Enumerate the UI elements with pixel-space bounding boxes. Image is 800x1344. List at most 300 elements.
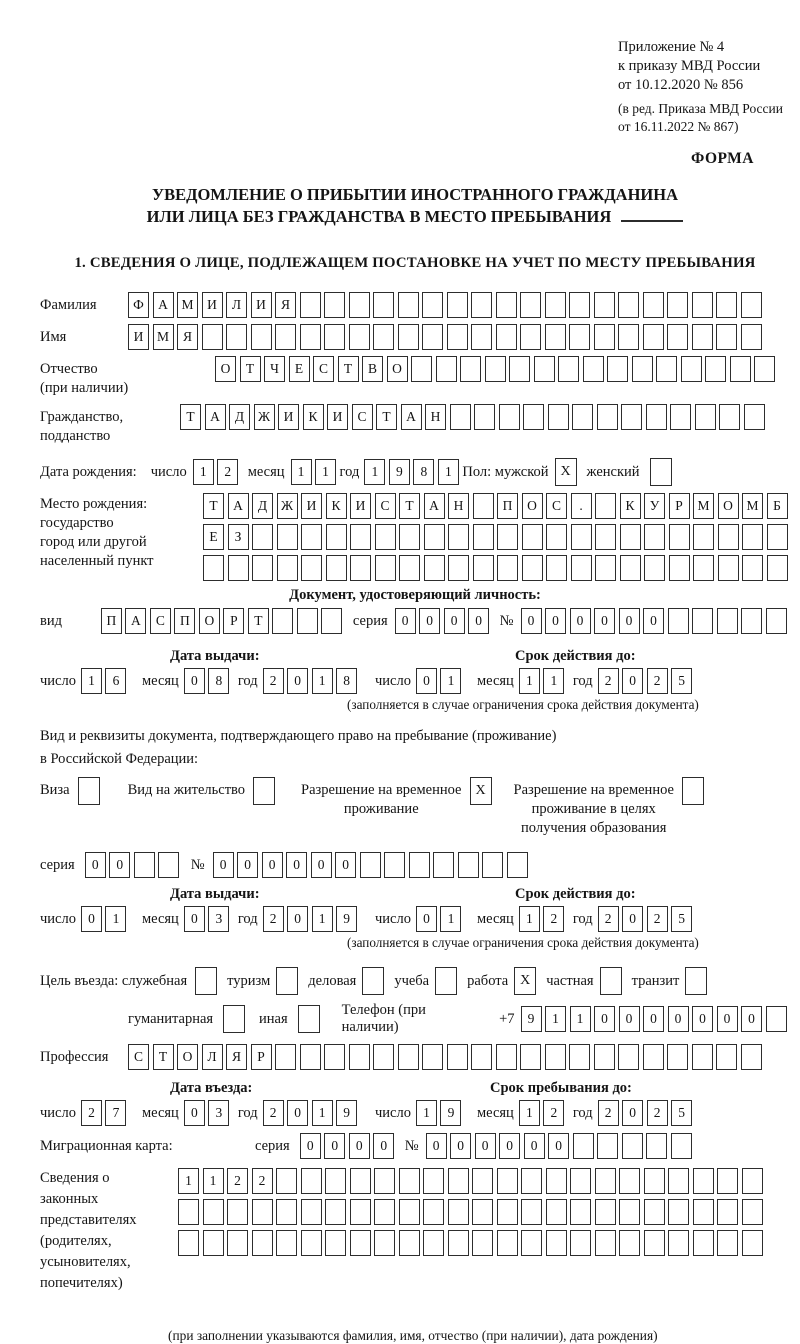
form-cell bbox=[643, 292, 664, 318]
form-cell bbox=[619, 1168, 640, 1194]
form-cell: П bbox=[101, 608, 122, 634]
issue-day-cells bbox=[81, 668, 130, 694]
form-cell: 1 bbox=[440, 906, 461, 932]
form-cell: 0 bbox=[416, 906, 437, 932]
entry-date-heading: Дата въезда: bbox=[170, 1080, 253, 1096]
form-cell: 0 bbox=[548, 1133, 569, 1159]
form-cell bbox=[301, 1199, 322, 1225]
form-cell: 8 bbox=[208, 668, 229, 694]
form-cell: 1 bbox=[519, 668, 540, 694]
form-cell: 0 bbox=[287, 906, 308, 932]
form-cell bbox=[350, 1168, 371, 1194]
form-cell: 0 bbox=[287, 668, 308, 694]
form-cell bbox=[569, 324, 590, 350]
mig-number-cells bbox=[426, 1133, 696, 1159]
form-cell: З bbox=[228, 524, 249, 550]
form-cell bbox=[656, 356, 677, 382]
form-cell: К bbox=[620, 493, 641, 519]
custodians-cells-row3 bbox=[178, 1230, 766, 1256]
form-cell: Н bbox=[425, 404, 446, 430]
form-cell bbox=[546, 524, 567, 550]
form-cell bbox=[669, 524, 690, 550]
form-cell bbox=[668, 1230, 689, 1256]
form-cell bbox=[276, 1230, 297, 1256]
form-cell bbox=[399, 1199, 420, 1225]
custodians-label bbox=[40, 1166, 178, 1344]
form-cell bbox=[350, 555, 371, 581]
form-cell bbox=[545, 1044, 566, 1070]
form-cell: О bbox=[522, 493, 543, 519]
form-cell: 9 bbox=[521, 1006, 542, 1032]
sex-label: Пол: мужской bbox=[462, 463, 549, 480]
form-cell: Т bbox=[338, 356, 359, 382]
form-cell bbox=[767, 524, 788, 550]
form-cell bbox=[632, 356, 653, 382]
form-cell: Ч bbox=[264, 356, 285, 382]
form-cell: М bbox=[177, 292, 198, 318]
purpose-business-checkbox bbox=[362, 967, 384, 995]
form-cell bbox=[178, 1199, 199, 1225]
form-cell bbox=[744, 404, 765, 430]
form-cell: 6 bbox=[105, 668, 126, 694]
checkbox-cell bbox=[650, 458, 672, 486]
form-cell: А bbox=[153, 292, 174, 318]
form-cell: 0 bbox=[570, 608, 591, 634]
form-cell bbox=[717, 1199, 738, 1225]
purpose-label: Цель въезда: служебная bbox=[40, 972, 188, 989]
form-cell: 0 bbox=[444, 608, 465, 634]
form-cell: 1 bbox=[440, 668, 461, 694]
purpose-study-checkbox bbox=[435, 967, 457, 995]
form-cell bbox=[695, 404, 716, 430]
form-cell bbox=[324, 324, 345, 350]
form-cell bbox=[474, 404, 495, 430]
temp-permit-label1: Разрешение на временное bbox=[301, 782, 462, 798]
form-cell bbox=[277, 555, 298, 581]
form-cell bbox=[643, 324, 664, 350]
citizenship-label: Гражданство, bbox=[40, 409, 124, 425]
custodians-label-line: Сведения о bbox=[40, 1170, 110, 1186]
form-cell: 7 bbox=[105, 1100, 126, 1126]
entry-stay-dates bbox=[40, 1080, 790, 1126]
form-cell bbox=[646, 404, 667, 430]
form-cell: 1 bbox=[315, 459, 336, 485]
form-cell bbox=[668, 1168, 689, 1194]
form-cell: И bbox=[301, 493, 322, 519]
form-cell bbox=[471, 292, 492, 318]
edu-permit-checkbox bbox=[682, 777, 704, 805]
form-cell bbox=[325, 1230, 346, 1256]
form-cell: 5 bbox=[671, 668, 692, 694]
temp-permit-label2: проживание bbox=[343, 801, 419, 817]
form-cell: Я bbox=[226, 1044, 247, 1070]
purpose-transit-label: транзит bbox=[631, 972, 680, 989]
form-cell bbox=[595, 1230, 616, 1256]
form-cell bbox=[622, 1133, 643, 1159]
form-cell bbox=[546, 1230, 567, 1256]
form-cell: Ж bbox=[277, 493, 298, 519]
form-cell bbox=[373, 292, 394, 318]
checkbox-cell bbox=[435, 967, 457, 995]
entry-month-cells bbox=[184, 1100, 233, 1126]
form-cell: Д bbox=[252, 493, 273, 519]
form-cell: 0 bbox=[594, 608, 615, 634]
form-cell bbox=[409, 852, 430, 878]
form-cell: 2 bbox=[81, 1100, 102, 1126]
form-cell: Т bbox=[180, 404, 201, 430]
form-cell: А bbox=[424, 493, 445, 519]
res-number-label: № bbox=[190, 856, 205, 873]
form-cell: 0 bbox=[475, 1133, 496, 1159]
entry-year-cells bbox=[263, 1100, 361, 1126]
form-cell bbox=[742, 1168, 763, 1194]
form-cell: А bbox=[205, 404, 226, 430]
form-cell: 0 bbox=[450, 1133, 471, 1159]
form-cell bbox=[607, 356, 628, 382]
form-cell: Е bbox=[203, 524, 224, 550]
form-cell bbox=[717, 608, 738, 634]
form-cell: И bbox=[278, 404, 299, 430]
form-cell bbox=[297, 608, 318, 634]
visa-option bbox=[40, 777, 100, 838]
form-cell: 2 bbox=[647, 906, 668, 932]
year-label: год bbox=[237, 1104, 258, 1121]
form-cell bbox=[375, 524, 396, 550]
form-cell bbox=[741, 292, 762, 318]
edition-line: от 16.11.2022 № 867) bbox=[618, 119, 739, 134]
form-cell: 0 bbox=[287, 1100, 308, 1126]
form-cell: 0 bbox=[622, 668, 643, 694]
form-cell: 0 bbox=[237, 852, 258, 878]
form-cell bbox=[350, 1230, 371, 1256]
purpose-humanitarian-checkbox bbox=[223, 1005, 245, 1033]
doc-type-label: вид bbox=[40, 612, 62, 629]
form-cell: В bbox=[362, 356, 383, 382]
form-cell bbox=[692, 1044, 713, 1070]
form-cell: Р bbox=[251, 1044, 272, 1070]
form-cell: 1 bbox=[543, 668, 564, 694]
form-cell bbox=[276, 1199, 297, 1225]
form-cell bbox=[472, 1199, 493, 1225]
custodians-label-line: представителях bbox=[40, 1212, 137, 1228]
form-cell: Т bbox=[376, 404, 397, 430]
form-title-line2: ИЛИ ЛИЦА БЕЗ ГРАЖДАНСТВА В МЕСТО ПРЕБЫВАНИЯ bbox=[40, 206, 790, 228]
form-cell bbox=[448, 555, 469, 581]
form-cell bbox=[717, 1168, 738, 1194]
form-cell bbox=[473, 493, 494, 519]
form-cell bbox=[471, 1044, 492, 1070]
form-cell: Л bbox=[202, 1044, 223, 1070]
residence-doc-intro-line1: Вид и реквизиты документа, подтверждающего право на пребывание (проживание) bbox=[40, 728, 557, 744]
form-cell: Н bbox=[448, 493, 469, 519]
purpose-private-label: частная bbox=[546, 972, 594, 989]
mig-series-label: серия bbox=[255, 1137, 290, 1154]
purpose-work-label: работа bbox=[467, 972, 509, 989]
visa-checkbox bbox=[78, 777, 100, 805]
form-cell: М bbox=[742, 493, 763, 519]
form-cell bbox=[301, 1230, 322, 1256]
form-cell bbox=[497, 1168, 518, 1194]
purpose-row bbox=[40, 967, 790, 995]
form-cell bbox=[276, 1168, 297, 1194]
form-cell: М bbox=[693, 493, 714, 519]
form-cell bbox=[325, 1168, 346, 1194]
appendix-line: от 10.12.2020 № 856 bbox=[618, 77, 744, 93]
form-cell: Т bbox=[248, 608, 269, 634]
form-cell bbox=[326, 524, 347, 550]
form-cell: Я bbox=[275, 292, 296, 318]
form-cell: Ф bbox=[128, 292, 149, 318]
expiry-date-heading: Срок действия до: bbox=[515, 648, 636, 664]
form-cell bbox=[570, 1168, 591, 1194]
form-cell bbox=[433, 852, 454, 878]
form-cell bbox=[595, 493, 616, 519]
form-cell: 0 bbox=[619, 608, 640, 634]
form-cell bbox=[571, 524, 592, 550]
form-cell: Л bbox=[226, 292, 247, 318]
res-number-cells bbox=[213, 852, 532, 878]
form-cell bbox=[251, 324, 272, 350]
birth-year-cells bbox=[364, 459, 462, 485]
form-cell bbox=[497, 524, 518, 550]
form-cell bbox=[325, 1199, 346, 1225]
form-cell: . bbox=[571, 493, 592, 519]
form-cell bbox=[644, 1230, 665, 1256]
issue-month-cells bbox=[184, 668, 233, 694]
form-cell: С bbox=[313, 356, 334, 382]
form-cell bbox=[545, 292, 566, 318]
form-cell bbox=[741, 608, 762, 634]
form-cell: Т bbox=[240, 356, 261, 382]
form-cell: О bbox=[387, 356, 408, 382]
form-cell bbox=[411, 356, 432, 382]
day-label: число bbox=[375, 1104, 411, 1121]
form-cell: С bbox=[375, 493, 396, 519]
purpose-private-checkbox bbox=[600, 967, 622, 995]
form-cell bbox=[326, 555, 347, 581]
res-series-cells bbox=[85, 852, 183, 878]
year-label: год bbox=[572, 672, 593, 689]
form-cell bbox=[349, 1044, 370, 1070]
title-underline bbox=[621, 220, 683, 222]
form-cell: Т bbox=[399, 493, 420, 519]
purpose-transit-checkbox bbox=[685, 967, 707, 995]
form-cell: И bbox=[202, 292, 223, 318]
form-cell bbox=[324, 292, 345, 318]
custodians-label-line: усыновителях, bbox=[40, 1254, 131, 1270]
form-cell: 3 bbox=[208, 1100, 229, 1126]
mig-number-label: № bbox=[404, 1137, 419, 1154]
form-cell bbox=[424, 524, 445, 550]
stay-year-cells bbox=[598, 1100, 696, 1126]
form-cell bbox=[447, 1044, 468, 1070]
form-cell bbox=[202, 324, 223, 350]
form-cell: 0 bbox=[335, 852, 356, 878]
given-name-row bbox=[40, 324, 790, 350]
birth-date-row bbox=[40, 458, 790, 486]
appendix-header bbox=[618, 38, 790, 136]
form-cell: 1 bbox=[519, 906, 540, 932]
form-cell bbox=[398, 292, 419, 318]
form-cell bbox=[275, 1044, 296, 1070]
form-cell: 2 bbox=[252, 1168, 273, 1194]
form-cell: 0 bbox=[524, 1133, 545, 1159]
day-label: число bbox=[375, 910, 411, 927]
form-cell bbox=[509, 356, 530, 382]
form-cell bbox=[546, 1199, 567, 1225]
form-cell: 0 bbox=[468, 608, 489, 634]
edition-line: (в ред. Приказа МВД России bbox=[618, 101, 783, 116]
form-cell: 9 bbox=[336, 906, 357, 932]
custodians-note: (при заполнении указываются фамилия, имя, отчество (при наличии), дата рождения) bbox=[168, 1328, 658, 1343]
citizenship-row bbox=[40, 404, 790, 446]
form-cell: Т bbox=[153, 1044, 174, 1070]
expiry-year-cells bbox=[598, 668, 696, 694]
custodians-row bbox=[40, 1166, 790, 1344]
residence-permit-options bbox=[40, 777, 790, 838]
form-cell bbox=[619, 1199, 640, 1225]
res-expiry-day-cells bbox=[416, 906, 465, 932]
citizenship-cells bbox=[180, 404, 768, 430]
custodians-cells-row1 bbox=[178, 1168, 766, 1194]
form-cell bbox=[597, 1133, 618, 1159]
form-cell: Я bbox=[177, 324, 198, 350]
form-cell bbox=[374, 1199, 395, 1225]
form-cell bbox=[670, 404, 691, 430]
patronymic-cells bbox=[215, 356, 779, 382]
day-label: число bbox=[40, 672, 76, 689]
month-label: месяц bbox=[476, 672, 514, 689]
purpose-humanitarian-label: гуманитарная bbox=[128, 1010, 214, 1027]
form-cell bbox=[324, 1044, 345, 1070]
residence-permit-label: Вид на жительство bbox=[127, 782, 246, 798]
form-cell bbox=[399, 555, 420, 581]
form-cell: 2 bbox=[598, 668, 619, 694]
form-cell: Ж bbox=[254, 404, 275, 430]
year-label: год bbox=[237, 910, 258, 927]
form-cell bbox=[473, 555, 494, 581]
checkbox-cell bbox=[195, 967, 217, 995]
custodians-label-line: законных bbox=[40, 1191, 99, 1207]
res-issue-year-cells bbox=[263, 906, 361, 932]
form-cell bbox=[741, 1044, 762, 1070]
form-cell: О bbox=[215, 356, 236, 382]
form-cell bbox=[569, 1044, 590, 1070]
form-cell: 1 bbox=[570, 1006, 591, 1032]
form-cell bbox=[693, 1230, 714, 1256]
form-cell bbox=[693, 524, 714, 550]
form-cell: Б bbox=[767, 493, 788, 519]
form-cell bbox=[300, 292, 321, 318]
form-cell bbox=[521, 1230, 542, 1256]
identity-doc-heading: Документ, удостоверяющий личность: bbox=[289, 587, 541, 603]
day-label: число bbox=[375, 672, 411, 689]
birth-day-cells bbox=[193, 459, 242, 485]
surname-cells bbox=[128, 292, 765, 318]
doc-type-cells bbox=[101, 608, 346, 634]
form-cell: 0 bbox=[373, 1133, 394, 1159]
residence-permit-checkbox bbox=[253, 777, 275, 805]
form-cell: А bbox=[401, 404, 422, 430]
form-cell: 5 bbox=[671, 1100, 692, 1126]
form-cell bbox=[507, 852, 528, 878]
form-cell bbox=[447, 292, 468, 318]
form-cell bbox=[692, 608, 713, 634]
form-cell bbox=[272, 608, 293, 634]
form-cell: О bbox=[718, 493, 739, 519]
form-cell bbox=[373, 1044, 394, 1070]
migration-card-label: Миграционная карта: bbox=[40, 1137, 173, 1154]
form-cell bbox=[669, 555, 690, 581]
birth-place-cells-row1 bbox=[203, 493, 791, 519]
form-cell bbox=[134, 852, 155, 878]
form-cell: О bbox=[199, 608, 220, 634]
form-cell: 2 bbox=[598, 1100, 619, 1126]
expiry-note: (заполняется в случае ограничения срока действия документа) bbox=[347, 697, 699, 712]
expiry-month-cells bbox=[519, 668, 568, 694]
form-cell bbox=[398, 324, 419, 350]
form-cell bbox=[521, 1199, 542, 1225]
form-cell: И bbox=[327, 404, 348, 430]
form-cell bbox=[717, 1230, 738, 1256]
form-cell bbox=[766, 1006, 787, 1032]
form-cell bbox=[667, 292, 688, 318]
form-cell bbox=[620, 524, 641, 550]
temp-permit-checkbox bbox=[470, 777, 492, 805]
form-cell: 5 bbox=[671, 906, 692, 932]
form-cell: А bbox=[228, 493, 249, 519]
form-cell bbox=[521, 1168, 542, 1194]
form-cell: С bbox=[150, 608, 171, 634]
surname-row bbox=[40, 292, 790, 318]
checkbox-cell bbox=[253, 777, 275, 805]
form-cell bbox=[692, 292, 713, 318]
form-cell bbox=[460, 356, 481, 382]
birth-place-label3: город или другой bbox=[40, 534, 147, 550]
checkbox-cell bbox=[600, 967, 622, 995]
residence-doc-series-row bbox=[40, 852, 790, 878]
form-cell: 0 bbox=[416, 668, 437, 694]
form-cell: С bbox=[546, 493, 567, 519]
res-issue-day-cells bbox=[81, 906, 130, 932]
birth-month-label: месяц bbox=[247, 463, 285, 480]
purpose-other-label: иная bbox=[259, 1010, 288, 1027]
form-cell bbox=[450, 404, 471, 430]
custodians-cells-row2 bbox=[178, 1199, 766, 1225]
checkbox-cell bbox=[298, 1005, 320, 1033]
form-cell bbox=[644, 524, 665, 550]
form-cell bbox=[277, 524, 298, 550]
form-cell bbox=[644, 555, 665, 581]
form-cell bbox=[619, 1230, 640, 1256]
form-cell bbox=[424, 555, 445, 581]
form-title bbox=[40, 184, 790, 228]
birth-place-cells-row2 bbox=[203, 524, 791, 550]
form-cell bbox=[496, 1044, 517, 1070]
temp-permit-option bbox=[301, 777, 491, 838]
form-cell bbox=[472, 1168, 493, 1194]
form-cell bbox=[693, 1199, 714, 1225]
patronymic-row bbox=[40, 356, 790, 398]
form-cell bbox=[766, 608, 787, 634]
form-cell bbox=[422, 324, 443, 350]
form-cell: 9 bbox=[440, 1100, 461, 1126]
form-cell: С bbox=[128, 1044, 149, 1070]
purpose-other-checkbox bbox=[298, 1005, 320, 1033]
form-cell bbox=[398, 1044, 419, 1070]
form-cell bbox=[422, 292, 443, 318]
form-cell bbox=[399, 1230, 420, 1256]
